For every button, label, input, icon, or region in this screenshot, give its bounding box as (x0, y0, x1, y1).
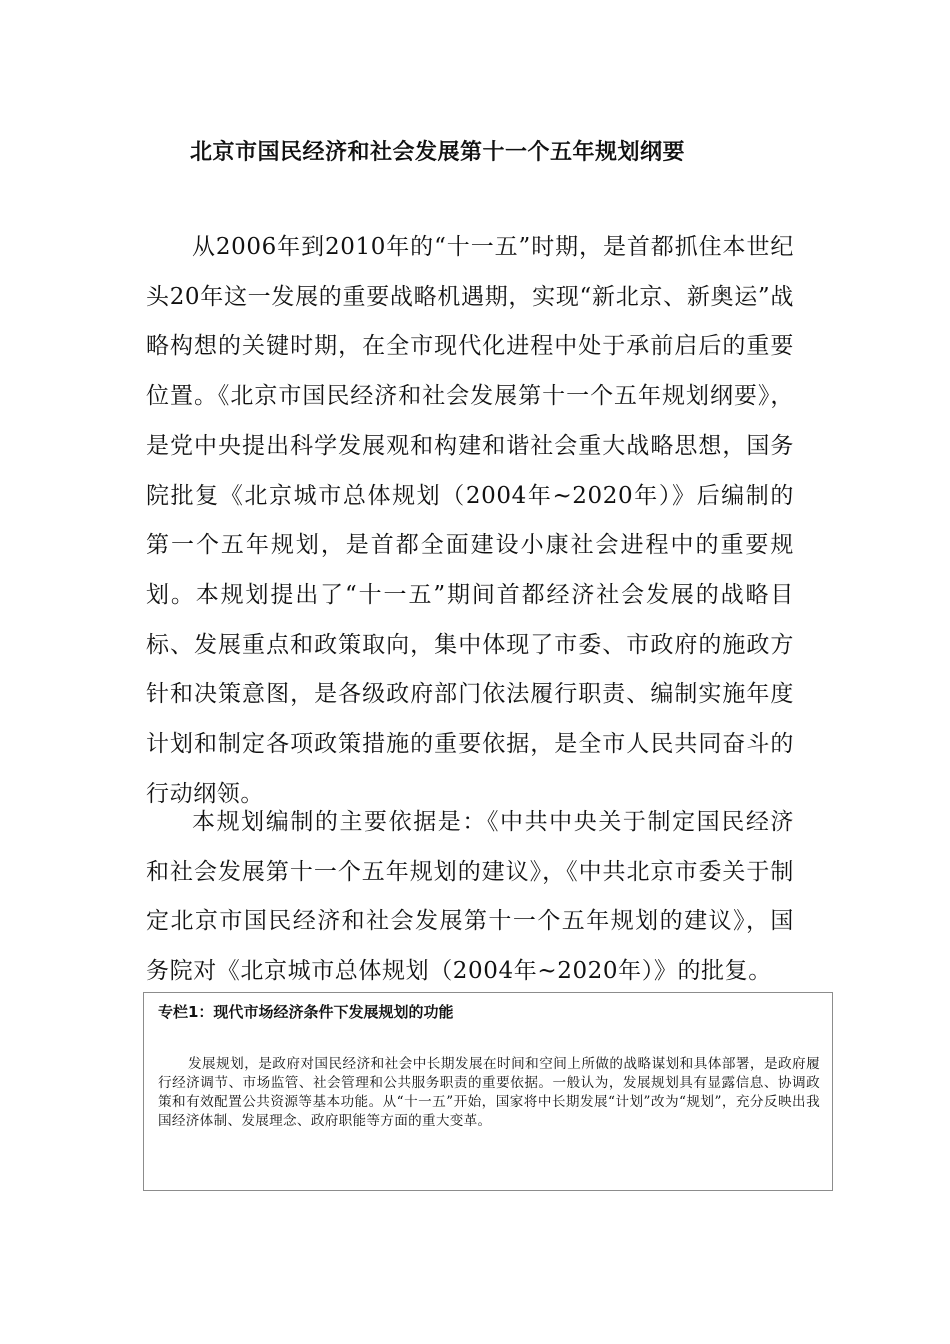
sidebar-column-box (143, 992, 833, 1191)
paragraph-introduction: 从2006年到2010年的“十一五”时期，是首都抓住本世纪头20年这一发展的重要战略机遇期，实现“新北京、新奥运”战略构想的关键时期，在全市现代化进程中处于承前启后的重要位置。《北京市国民经济和社会发展第十一个五年规划纲要》，是党中央提出科学发展观和构建和谐社会重大战略思想，国务院批复《北京城市总体规划（2004年~2020年）》后编制的第一个五年规划，是首都全面建设小康社会进程中的重要规划。本规划提出了“十一五”期间首都经济社会发展的战略目标、发展重点和政策取向，集中体现了市委、市政府的施政方针和决策意图，是各级政府部门依法履行职责、编制实施年度计划和制定各项政策措施的重要依据，是全市人民共同奋斗的行动纲领。 (146, 234, 794, 807)
column-body: 发展规划，是政府对国民经济和社会中长期发展在时间和空间上所做的战略谋划和具体部署，是政府履行经济调节、市场监管、社会管理和公共服务职责的重要依据。一般认为，发展规划具有显露信息、协调政策和有效配置公共资源等基本功能。从“十一五”开始，国家将中长期发展“计划”改为“规划”，充分反映出我国经济体制、发展理念、政府职能等方面的重大变革。 (158, 1055, 820, 1129)
column-title: 专栏1：现代市场经济条件下发展规划的功能 (158, 1003, 454, 1021)
paragraph-basis: 本规划编制的主要依据是：《中共中央关于制定国民经济和社会发展第十一个五年规划的建议》，《中共北京市委关于制定北京市国民经济和社会发展第十一个五年规划的建议》，国务院对《北京城市总体规划（2004年~2020年）》的批复。 (146, 809, 794, 985)
document-title: 北京市国民经济和社会发展第十一个五年规划纲要 (190, 140, 686, 165)
